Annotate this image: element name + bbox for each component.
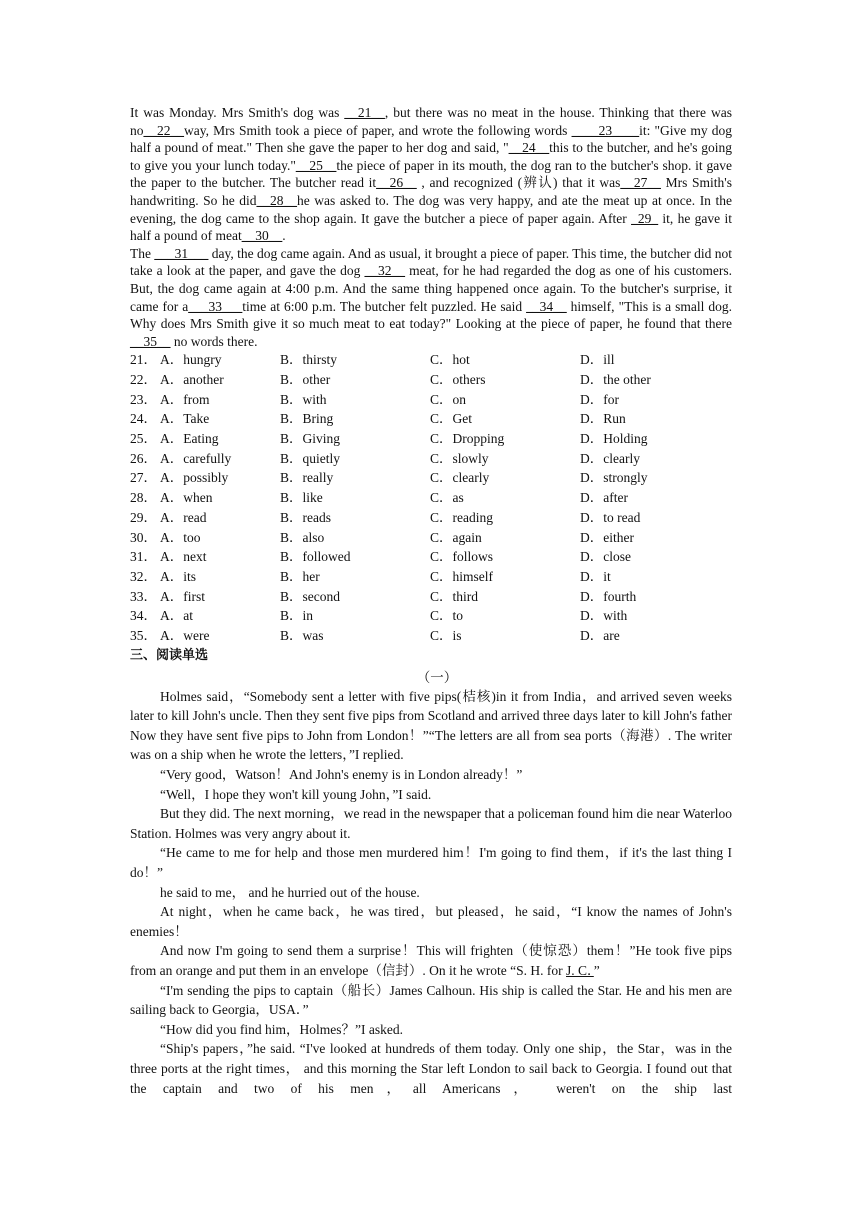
option-b: B．quietly <box>280 450 340 466</box>
reading-paragraph: At night，when he came back，he was tired，but pleased，he said，“I know the names of John's enemies！ <box>130 904 732 939</box>
option-a: A．next <box>160 549 207 565</box>
option-d: D．for <box>580 391 619 407</box>
blank-35: __35__ <box>130 333 171 349</box>
option-row <box>130 468 732 488</box>
option-b: B．other <box>280 372 331 387</box>
option-row <box>130 587 732 607</box>
option-a: A．were <box>160 627 210 643</box>
cloze-text: time at 6:00 p.m. The butcher felt puzzled. He said <box>242 298 527 314</box>
options-table <box>130 350 732 645</box>
question-number: 32． <box>130 568 157 584</box>
option-b: B．was <box>280 627 324 643</box>
blank-25: __25__ <box>295 157 337 173</box>
cloze-text: the piece of paper in its mouth, the dog ran to the butcher's shop. it gave the paper to the butcher. The butcher read it <box>130 157 732 191</box>
option-row <box>130 350 732 370</box>
blank-28: __28__ <box>256 192 298 208</box>
reading-paragraph: “Very good，Watson！And John's enemy is in London already！” <box>160 767 523 782</box>
option-a: A．when <box>160 490 213 506</box>
reading-paragraph: “I'm sending the pips to captain（船长）James Calhoun. His ship is called the Star. He and his men are sailing back to Georgia，USA．” <box>130 982 732 1018</box>
cloze-passage <box>130 104 732 350</box>
option-row <box>130 370 732 390</box>
option-d: D．either <box>580 529 634 545</box>
cloze-text: no words there. <box>170 333 258 349</box>
blank-23: ____23____ <box>571 122 640 138</box>
option-row <box>130 567 732 587</box>
underlined-text: J. C． <box>566 962 594 978</box>
option-a: A．hungry <box>160 352 222 368</box>
question-number: 30． <box>130 529 157 545</box>
option-d: D．Run <box>580 411 626 427</box>
cloze-text: it, he gave it half a pound of meat <box>130 210 732 244</box>
option-b: B．like <box>280 490 323 506</box>
option-row <box>130 547 732 567</box>
question-number: 22． <box>130 372 157 387</box>
cloze-text: , and recognized (辨认) that it was <box>416 175 621 191</box>
option-c: C．himself <box>430 568 493 584</box>
question-number: 28． <box>130 490 157 506</box>
option-d: D．to read <box>580 509 641 525</box>
passage-number: （一） <box>416 669 458 685</box>
blank-26: __26__ <box>376 175 417 191</box>
blank-33: ___33___ <box>188 298 243 314</box>
option-c: C．is <box>430 627 462 643</box>
question-number: 33． <box>130 588 157 604</box>
option-c: C．again <box>430 529 482 545</box>
cloze-text: himself, "This is a small dog. Why does Mrs Smith give it so much meat to eat today?" Looking at the piece of paper, he found that there <box>130 298 732 332</box>
option-d: D．after <box>580 490 628 506</box>
option-d: D．ill <box>580 352 615 368</box>
option-d: D．clearly <box>580 450 640 466</box>
option-c: C．third <box>430 588 479 604</box>
blank-34: __34__ <box>526 298 567 314</box>
option-c: C．clearly <box>430 470 490 486</box>
option-row <box>130 390 732 410</box>
option-a: A．another <box>160 372 224 387</box>
reading-passage <box>130 687 732 1098</box>
option-d: D．are <box>580 627 620 643</box>
blank-24: __24__ <box>508 140 550 156</box>
option-b: B．with <box>280 391 327 407</box>
option-a: A．at <box>160 608 193 624</box>
question-number: 34． <box>130 608 157 624</box>
option-b: B．thirsty <box>280 352 338 368</box>
reading-paragraph: Holmes said，“Somebody sent a letter with five pips(桔核)in it from India，and arrived seven weeks later to kill John's uncle. Then they sent five pips from Scotland and arrived three days later to kill John's father Now they have sent five pips to John from London！”“The letters are all from sea ports（海港）. The writer was on a ship when he wrote the letters，”I replied. <box>130 688 732 763</box>
cloze-text: . <box>282 228 286 244</box>
option-a: A．its <box>160 568 197 584</box>
option-c: C．reading <box>430 509 493 525</box>
option-row <box>130 626 732 646</box>
question-number: 26． <box>130 450 157 466</box>
option-d: D．with <box>580 608 628 624</box>
option-d: D．fourth <box>580 588 637 604</box>
question-number: 29． <box>130 509 157 525</box>
cloze-text: The <box>130 245 155 261</box>
cloze-paragraph-1 <box>130 104 732 245</box>
cloze-text: day, the dog came again. And as usual, it brought a piece of paper. This time, the butcher did not take a look at the paper, and gave the dog <box>130 245 732 279</box>
option-row <box>130 528 732 548</box>
blank-30: __30__ <box>241 228 283 244</box>
option-row <box>130 488 732 508</box>
option-c: C．as <box>430 490 464 506</box>
option-row <box>130 429 732 449</box>
reading-paragraph: “He came to me for help and those men murdered him！I'm going to find them，if it's the last thing I do！” <box>130 845 732 880</box>
option-c: C．on <box>430 391 467 407</box>
option-d: D．close <box>580 549 631 565</box>
blank-31: ___31___ <box>154 245 209 261</box>
option-b: B．in <box>280 608 314 624</box>
option-b: B．really <box>280 470 334 486</box>
question-number: 24． <box>130 411 157 427</box>
option-b: B．followed <box>280 549 351 565</box>
cloze-text: Mrs Smith's handwriting. So he did <box>130 175 732 208</box>
question-number: 31． <box>130 549 157 565</box>
option-a: A．too <box>160 529 201 545</box>
option-b: B．Giving <box>280 431 341 447</box>
option-b: B．second <box>280 588 340 604</box>
reading-paragraph: But they did. The next morning，we read in the newspaper that a policeman found him die near Waterloo Station. Holmes was very angry about it. <box>130 806 732 841</box>
question-number: 21． <box>130 352 157 368</box>
blank-22: __22__ <box>143 122 184 138</box>
blank-27: __27__ <box>620 175 661 191</box>
cloze-text: way, Mrs Smith took a piece of paper, and wrote the following words <box>184 122 572 138</box>
option-c: C．follows <box>430 549 494 565</box>
option-a: A．Take <box>160 411 210 427</box>
option-b: B．reads <box>280 509 331 525</box>
cloze-text: this to the butcher, and he's going to give you your lunch today." <box>130 140 733 173</box>
option-d: D．it <box>580 568 611 584</box>
question-number: 35． <box>130 627 157 643</box>
option-a: A．possibly <box>160 470 229 486</box>
option-d: D．Holding <box>580 431 648 447</box>
cloze-paragraph-2 <box>130 245 732 351</box>
cloze-text: , but there was no meat in the house. Thinking that there was no <box>130 105 732 138</box>
option-d: D．the other <box>580 372 651 387</box>
section-title: 三、阅读单选 <box>130 647 209 663</box>
reading-paragraph: “Well，I hope they won't kill young John，”I said. <box>160 786 432 802</box>
reading-paragraph: “Ship's papers，”he said. “I've looked at hundreds of them today. Only one ship，the Star，was in the three ports at the right times， and this morning the Star left London to sail back to Georgia. I found out that the captain and two of his men，all Americans， weren't on the ship last <box>130 1041 732 1096</box>
option-row <box>130 449 732 469</box>
option-c: C．Dropping <box>430 431 505 447</box>
blank-21: __21__ <box>344 105 385 120</box>
option-b: B．also <box>280 529 325 545</box>
option-a: A．from <box>160 391 210 407</box>
cloze-text: he was asked to. The dog was very happy, and ate the meat up at once. In the evening, the dog came to the shop again. It gave the butcher a piece of paper again. After <box>130 192 732 226</box>
question-number: 25． <box>130 431 157 447</box>
option-c: C．others <box>430 372 486 387</box>
exam-page <box>130 104 732 1098</box>
blank-29: _29_ <box>631 210 659 226</box>
reading-paragraph: he said to me， and he hurried out of the house. <box>160 884 420 900</box>
cloze-text: it: "Give my dog half a pound of meat." Then she gave the paper to her dog and said, " <box>130 122 733 156</box>
option-c: C．hot <box>430 352 470 368</box>
option-c: C．to <box>430 608 464 624</box>
question-number: 27． <box>130 470 157 486</box>
option-b: B．Bring <box>280 411 334 427</box>
option-row <box>130 508 732 528</box>
blank-32: __32__ <box>364 263 406 279</box>
reading-text: ” <box>593 962 600 978</box>
option-c: C．slowly <box>430 450 489 466</box>
option-a: A．carefully <box>160 450 232 466</box>
option-row <box>130 606 732 626</box>
reading-paragraph <box>130 941 732 980</box>
cloze-text: meat, for he had regarded the dog as one of his customers. But, the dog came again at 4:00 p.m. And the same thing happened once again. To the butcher's surprise, it came for a <box>130 263 732 314</box>
reading-paragraph: “How did you find him，Holmes？”I asked. <box>160 1021 403 1037</box>
cloze-text: It was Monday. Mrs Smith's dog was <box>130 105 345 120</box>
reading-text: And now I'm going to send them a surprise！This will frighten（使惊恐）them！”He took five pips from an orange and put them in an envelope（信封）. On it he wrote “S. H. for <box>130 943 732 978</box>
option-a: A．first <box>160 588 205 604</box>
option-a: A．read <box>160 509 207 525</box>
option-a: A．Eating <box>160 431 219 447</box>
option-b: B．her <box>280 568 320 584</box>
option-c: C．Get <box>430 411 472 427</box>
option-row <box>130 409 732 429</box>
question-number: 23． <box>130 391 157 407</box>
option-d: D．strongly <box>580 470 648 486</box>
